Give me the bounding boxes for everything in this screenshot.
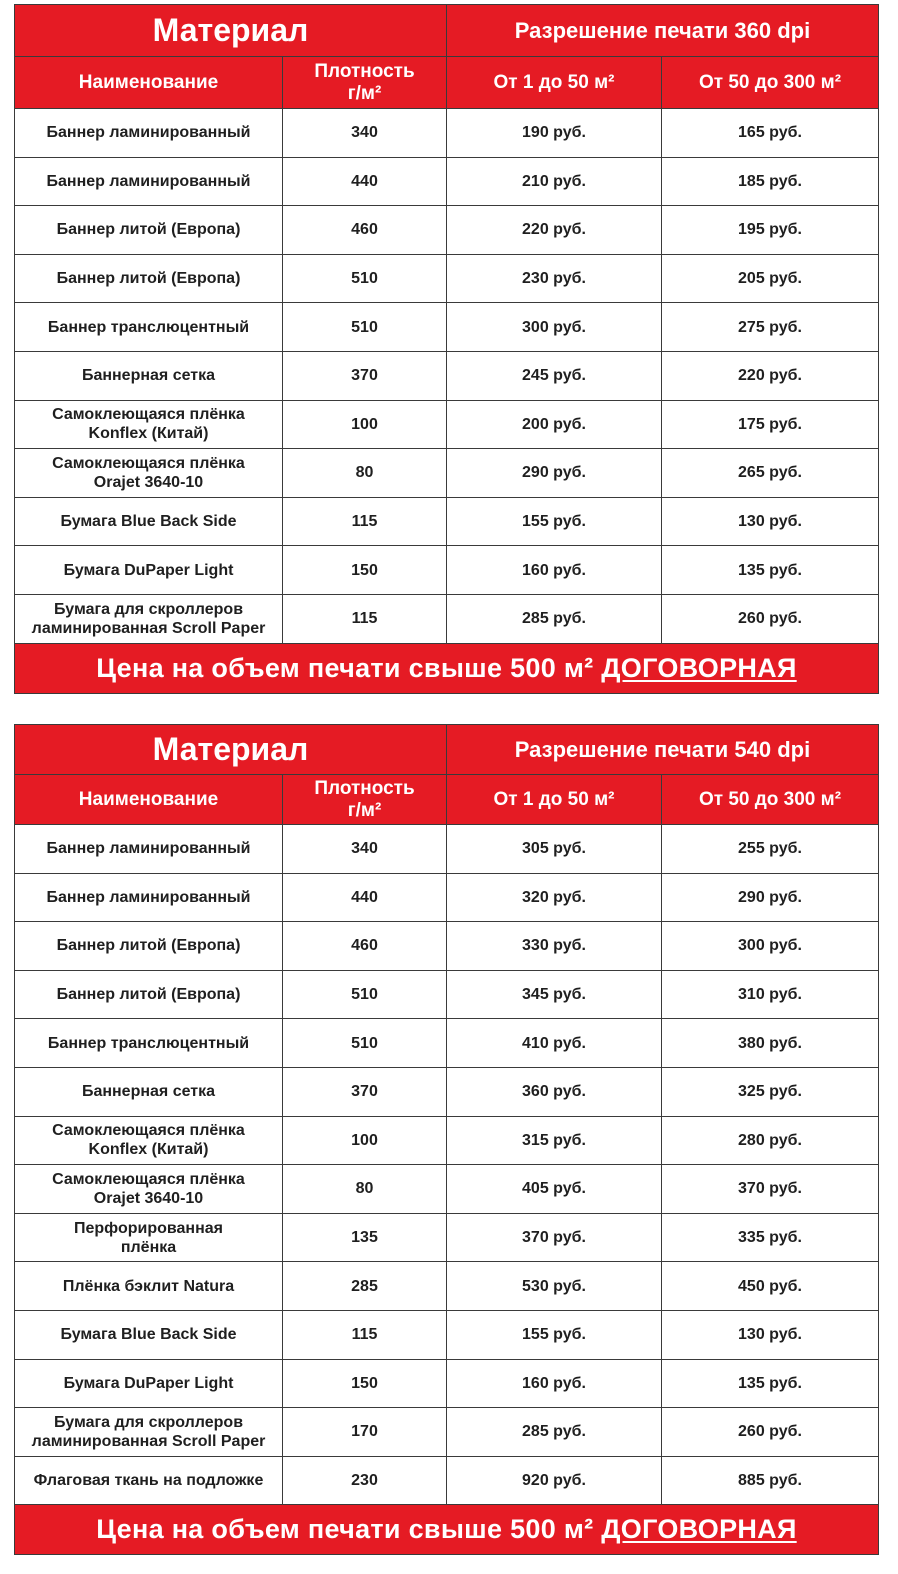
- density-label: Плотность: [314, 777, 415, 799]
- material-name-cell: [15, 970, 283, 1019]
- material-name-line: Баннер литой (Европа): [56, 221, 241, 239]
- material-name-line: Флаговая ткань на подложке: [33, 1472, 264, 1490]
- material-name-line: Баннер ламинированный: [46, 840, 251, 858]
- table-row: [15, 206, 879, 255]
- material-name-line: ламинированная Scroll Paper: [31, 619, 266, 637]
- material-name-cell: [15, 497, 283, 546]
- material-name-cell: [15, 254, 283, 303]
- table-row: [15, 1408, 879, 1457]
- material-name-cell: [15, 400, 283, 449]
- material-name-cell: [15, 546, 283, 595]
- price-1-50-cell: 190 руб.: [447, 109, 662, 158]
- col-header-name: Наименование: [15, 775, 283, 825]
- price-1-50-cell: 160 руб.: [447, 546, 662, 595]
- price-50-300-cell: 310 руб.: [662, 970, 879, 1019]
- material-name-cell: [15, 1213, 283, 1262]
- table-row: [15, 254, 879, 303]
- material-name-line: Бумага DuPaper Light: [63, 561, 234, 579]
- price-1-50-cell: 920 руб.: [447, 1456, 662, 1505]
- price-50-300-cell: 335 руб.: [662, 1213, 879, 1262]
- material-name-line: Бумага DuPaper Light: [63, 1374, 234, 1392]
- density-cell: 170: [283, 1408, 447, 1457]
- material-name-cell: [15, 206, 283, 255]
- material-name-line: Бумага для скроллеров: [53, 600, 244, 618]
- price-50-300-cell: 135 руб.: [662, 546, 879, 595]
- density-unit: г/м²: [347, 799, 382, 821]
- density-unit: г/м²: [347, 82, 382, 104]
- column-header-row: [15, 775, 879, 825]
- price-1-50-cell: 370 руб.: [447, 1213, 662, 1262]
- density-cell: 510: [283, 254, 447, 303]
- density-cell: 100: [283, 1116, 447, 1165]
- table-title-row: [15, 5, 879, 57]
- material-name-line: Баннер ламинированный: [46, 172, 251, 190]
- table-row: [15, 1310, 879, 1359]
- material-heading: Материал: [15, 725, 447, 775]
- price-50-300-cell: 885 руб.: [662, 1456, 879, 1505]
- price-1-50-cell: 285 руб.: [447, 594, 662, 643]
- price-1-50-cell: 200 руб.: [447, 400, 662, 449]
- material-name-line: Самоклеющаяся плёнка: [52, 454, 245, 472]
- volume-note-text: Цена на объем печати свыше 500 м²: [96, 1514, 594, 1545]
- table-row: [15, 1116, 879, 1165]
- price-50-300-cell: 300 руб.: [662, 922, 879, 971]
- price-1-50-cell: 160 руб.: [447, 1359, 662, 1408]
- material-name-cell: [15, 1262, 283, 1311]
- price-1-50-cell: 345 руб.: [447, 970, 662, 1019]
- material-name-line: Самоклеющаяся плёнка: [52, 406, 245, 424]
- material-name-cell: [15, 157, 283, 206]
- density-cell: 115: [283, 594, 447, 643]
- price-1-50-cell: 220 руб.: [447, 206, 662, 255]
- material-name-cell: [15, 594, 283, 643]
- table-row: [15, 1019, 879, 1068]
- price-table-360dpi: [14, 4, 879, 694]
- price-1-50-cell: 305 руб.: [447, 825, 662, 874]
- price-50-300-cell: 255 руб.: [662, 825, 879, 874]
- price-50-300-cell: 135 руб.: [662, 1359, 879, 1408]
- material-name-cell: [15, 1116, 283, 1165]
- table-row: [15, 303, 879, 352]
- table-row: [15, 1067, 879, 1116]
- density-cell: 100: [283, 400, 447, 449]
- density-cell: 370: [283, 1067, 447, 1116]
- resolution-heading: Разрешение печати 360 dpi: [447, 5, 879, 57]
- volume-note-text: Цена на объем печати свыше 500 м²: [96, 652, 594, 683]
- price-1-50-cell: 360 руб.: [447, 1067, 662, 1116]
- density-cell: 115: [283, 1310, 447, 1359]
- material-name-line: Orajet 3640-10: [93, 1189, 204, 1207]
- material-name-cell: [15, 449, 283, 498]
- column-header-row: [15, 57, 879, 109]
- table-row: [15, 1456, 879, 1505]
- price-50-300-cell: 370 руб.: [662, 1165, 879, 1214]
- material-name-line: Бумага для скроллеров: [53, 1413, 244, 1431]
- density-cell: 440: [283, 157, 447, 206]
- price-1-50-cell: 230 руб.: [447, 254, 662, 303]
- price-50-300-cell: 265 руб.: [662, 449, 879, 498]
- negotiable-label: ДОГОВОРНАЯ: [601, 1514, 797, 1545]
- col-header-range-50-300: От 50 до 300 м²: [662, 775, 879, 825]
- material-name-cell: [15, 1408, 283, 1457]
- density-cell: 440: [283, 873, 447, 922]
- price-50-300-cell: 205 руб.: [662, 254, 879, 303]
- material-name-line: Баннерная сетка: [81, 367, 216, 385]
- volume-note: [15, 643, 879, 693]
- density-cell: 150: [283, 1359, 447, 1408]
- material-name-cell: [15, 1359, 283, 1408]
- density-cell: 230: [283, 1456, 447, 1505]
- material-name-line: Самоклеющаяся плёнка: [52, 1122, 245, 1140]
- col-header-density: [283, 57, 447, 109]
- price-50-300-cell: 220 руб.: [662, 351, 879, 400]
- price-table-540dpi: [14, 724, 879, 1555]
- density-label: Плотность: [314, 60, 415, 82]
- density-cell: 510: [283, 1019, 447, 1068]
- density-cell: 285: [283, 1262, 447, 1311]
- col-header-name: Наименование: [15, 57, 283, 109]
- material-name-line: Плёнка бэклит Natura: [62, 1277, 235, 1295]
- table-row: [15, 970, 879, 1019]
- price-50-300-cell: 175 руб.: [662, 400, 879, 449]
- price-1-50-cell: 285 руб.: [447, 1408, 662, 1457]
- col-header-range-1-50: От 1 до 50 м²: [447, 775, 662, 825]
- price-50-300-cell: 275 руб.: [662, 303, 879, 352]
- material-name-cell: [15, 825, 283, 874]
- price-1-50-cell: 530 руб.: [447, 1262, 662, 1311]
- table-row: [15, 825, 879, 874]
- price-1-50-cell: 315 руб.: [447, 1116, 662, 1165]
- col-header-density: [283, 775, 447, 825]
- price-50-300-cell: 260 руб.: [662, 594, 879, 643]
- density-cell: 80: [283, 1165, 447, 1214]
- negotiable-label: ДОГОВОРНАЯ: [601, 652, 797, 683]
- price-1-50-cell: 405 руб.: [447, 1165, 662, 1214]
- table-row: [15, 1165, 879, 1214]
- col-header-range-1-50: От 1 до 50 м²: [447, 57, 662, 109]
- density-cell: 510: [283, 970, 447, 1019]
- material-name-line: Баннер литой (Европа): [56, 986, 241, 1004]
- price-50-300-cell: 165 руб.: [662, 109, 879, 158]
- price-50-300-cell: 185 руб.: [662, 157, 879, 206]
- density-cell: 340: [283, 109, 447, 158]
- material-name-line: Бумага Blue Back Side: [60, 513, 237, 531]
- density-cell: 370: [283, 351, 447, 400]
- material-name-line: Konflex (Китай): [88, 425, 209, 443]
- price-50-300-cell: 260 руб.: [662, 1408, 879, 1457]
- price-1-50-cell: 210 руб.: [447, 157, 662, 206]
- price-50-300-cell: 130 руб.: [662, 1310, 879, 1359]
- volume-note: [15, 1505, 879, 1555]
- table-row: [15, 157, 879, 206]
- price-1-50-cell: 290 руб.: [447, 449, 662, 498]
- price-1-50-cell: 330 руб.: [447, 922, 662, 971]
- table-row: [15, 400, 879, 449]
- price-1-50-cell: 155 руб.: [447, 1310, 662, 1359]
- density-cell: 115: [283, 497, 447, 546]
- density-cell: 460: [283, 922, 447, 971]
- material-name-line: Баннер ламинированный: [46, 888, 251, 906]
- material-name-cell: [15, 1165, 283, 1214]
- price-50-300-cell: 450 руб.: [662, 1262, 879, 1311]
- material-name-line: Konflex (Китай): [88, 1141, 209, 1159]
- material-name-line: Orajet 3640-10: [93, 473, 204, 491]
- material-name-cell: [15, 1310, 283, 1359]
- price-1-50-cell: 320 руб.: [447, 873, 662, 922]
- table-row: [15, 594, 879, 643]
- material-name-line: ламинированная Scroll Paper: [31, 1432, 266, 1450]
- table-row: [15, 1262, 879, 1311]
- price-50-300-cell: 195 руб.: [662, 206, 879, 255]
- material-heading: Материал: [15, 5, 447, 57]
- price-50-300-cell: 280 руб.: [662, 1116, 879, 1165]
- material-name-cell: [15, 303, 283, 352]
- material-name-line: Баннер литой (Европа): [56, 270, 241, 288]
- price-50-300-cell: 130 руб.: [662, 497, 879, 546]
- price-50-300-cell: 380 руб.: [662, 1019, 879, 1068]
- material-name-line: Баннер литой (Европа): [56, 937, 241, 955]
- table-row: [15, 1359, 879, 1408]
- density-cell: 510: [283, 303, 447, 352]
- table-row: [15, 922, 879, 971]
- price-1-50-cell: 410 руб.: [447, 1019, 662, 1068]
- material-name-cell: [15, 1067, 283, 1116]
- table-row: [15, 873, 879, 922]
- density-cell: 80: [283, 449, 447, 498]
- material-name-line: плёнка: [120, 1238, 177, 1256]
- material-name-line: Самоклеющаяся плёнка: [52, 1170, 245, 1188]
- material-name-cell: [15, 873, 283, 922]
- table-title-row: [15, 725, 879, 775]
- price-1-50-cell: 245 руб.: [447, 351, 662, 400]
- table-row: [15, 351, 879, 400]
- table-row: [15, 449, 879, 498]
- table-row: [15, 109, 879, 158]
- material-name-line: Баннер транслюцентный: [47, 318, 250, 336]
- table-row: [15, 1213, 879, 1262]
- density-cell: 460: [283, 206, 447, 255]
- price-50-300-cell: 290 руб.: [662, 873, 879, 922]
- material-name-line: Баннерная сетка: [81, 1083, 216, 1101]
- material-name-cell: [15, 1456, 283, 1505]
- material-name-line: Бумага Blue Back Side: [60, 1326, 237, 1344]
- material-name-cell: [15, 109, 283, 158]
- col-header-range-50-300: От 50 до 300 м²: [662, 57, 879, 109]
- density-cell: 340: [283, 825, 447, 874]
- material-name-cell: [15, 1019, 283, 1068]
- material-name-cell: [15, 351, 283, 400]
- table-row: [15, 497, 879, 546]
- footer-row: [15, 643, 879, 693]
- resolution-heading: Разрешение печати 540 dpi: [447, 725, 879, 775]
- footer-row: [15, 1505, 879, 1555]
- material-name-line: Баннер транслюцентный: [47, 1034, 250, 1052]
- material-name-line: Перфорированная: [74, 1219, 223, 1237]
- density-cell: 135: [283, 1213, 447, 1262]
- table-row: [15, 546, 879, 595]
- material-name-line: Баннер ламинированный: [46, 124, 251, 142]
- price-1-50-cell: 155 руб.: [447, 497, 662, 546]
- price-50-300-cell: 325 руб.: [662, 1067, 879, 1116]
- density-cell: 150: [283, 546, 447, 595]
- material-name-cell: [15, 922, 283, 971]
- price-1-50-cell: 300 руб.: [447, 303, 662, 352]
